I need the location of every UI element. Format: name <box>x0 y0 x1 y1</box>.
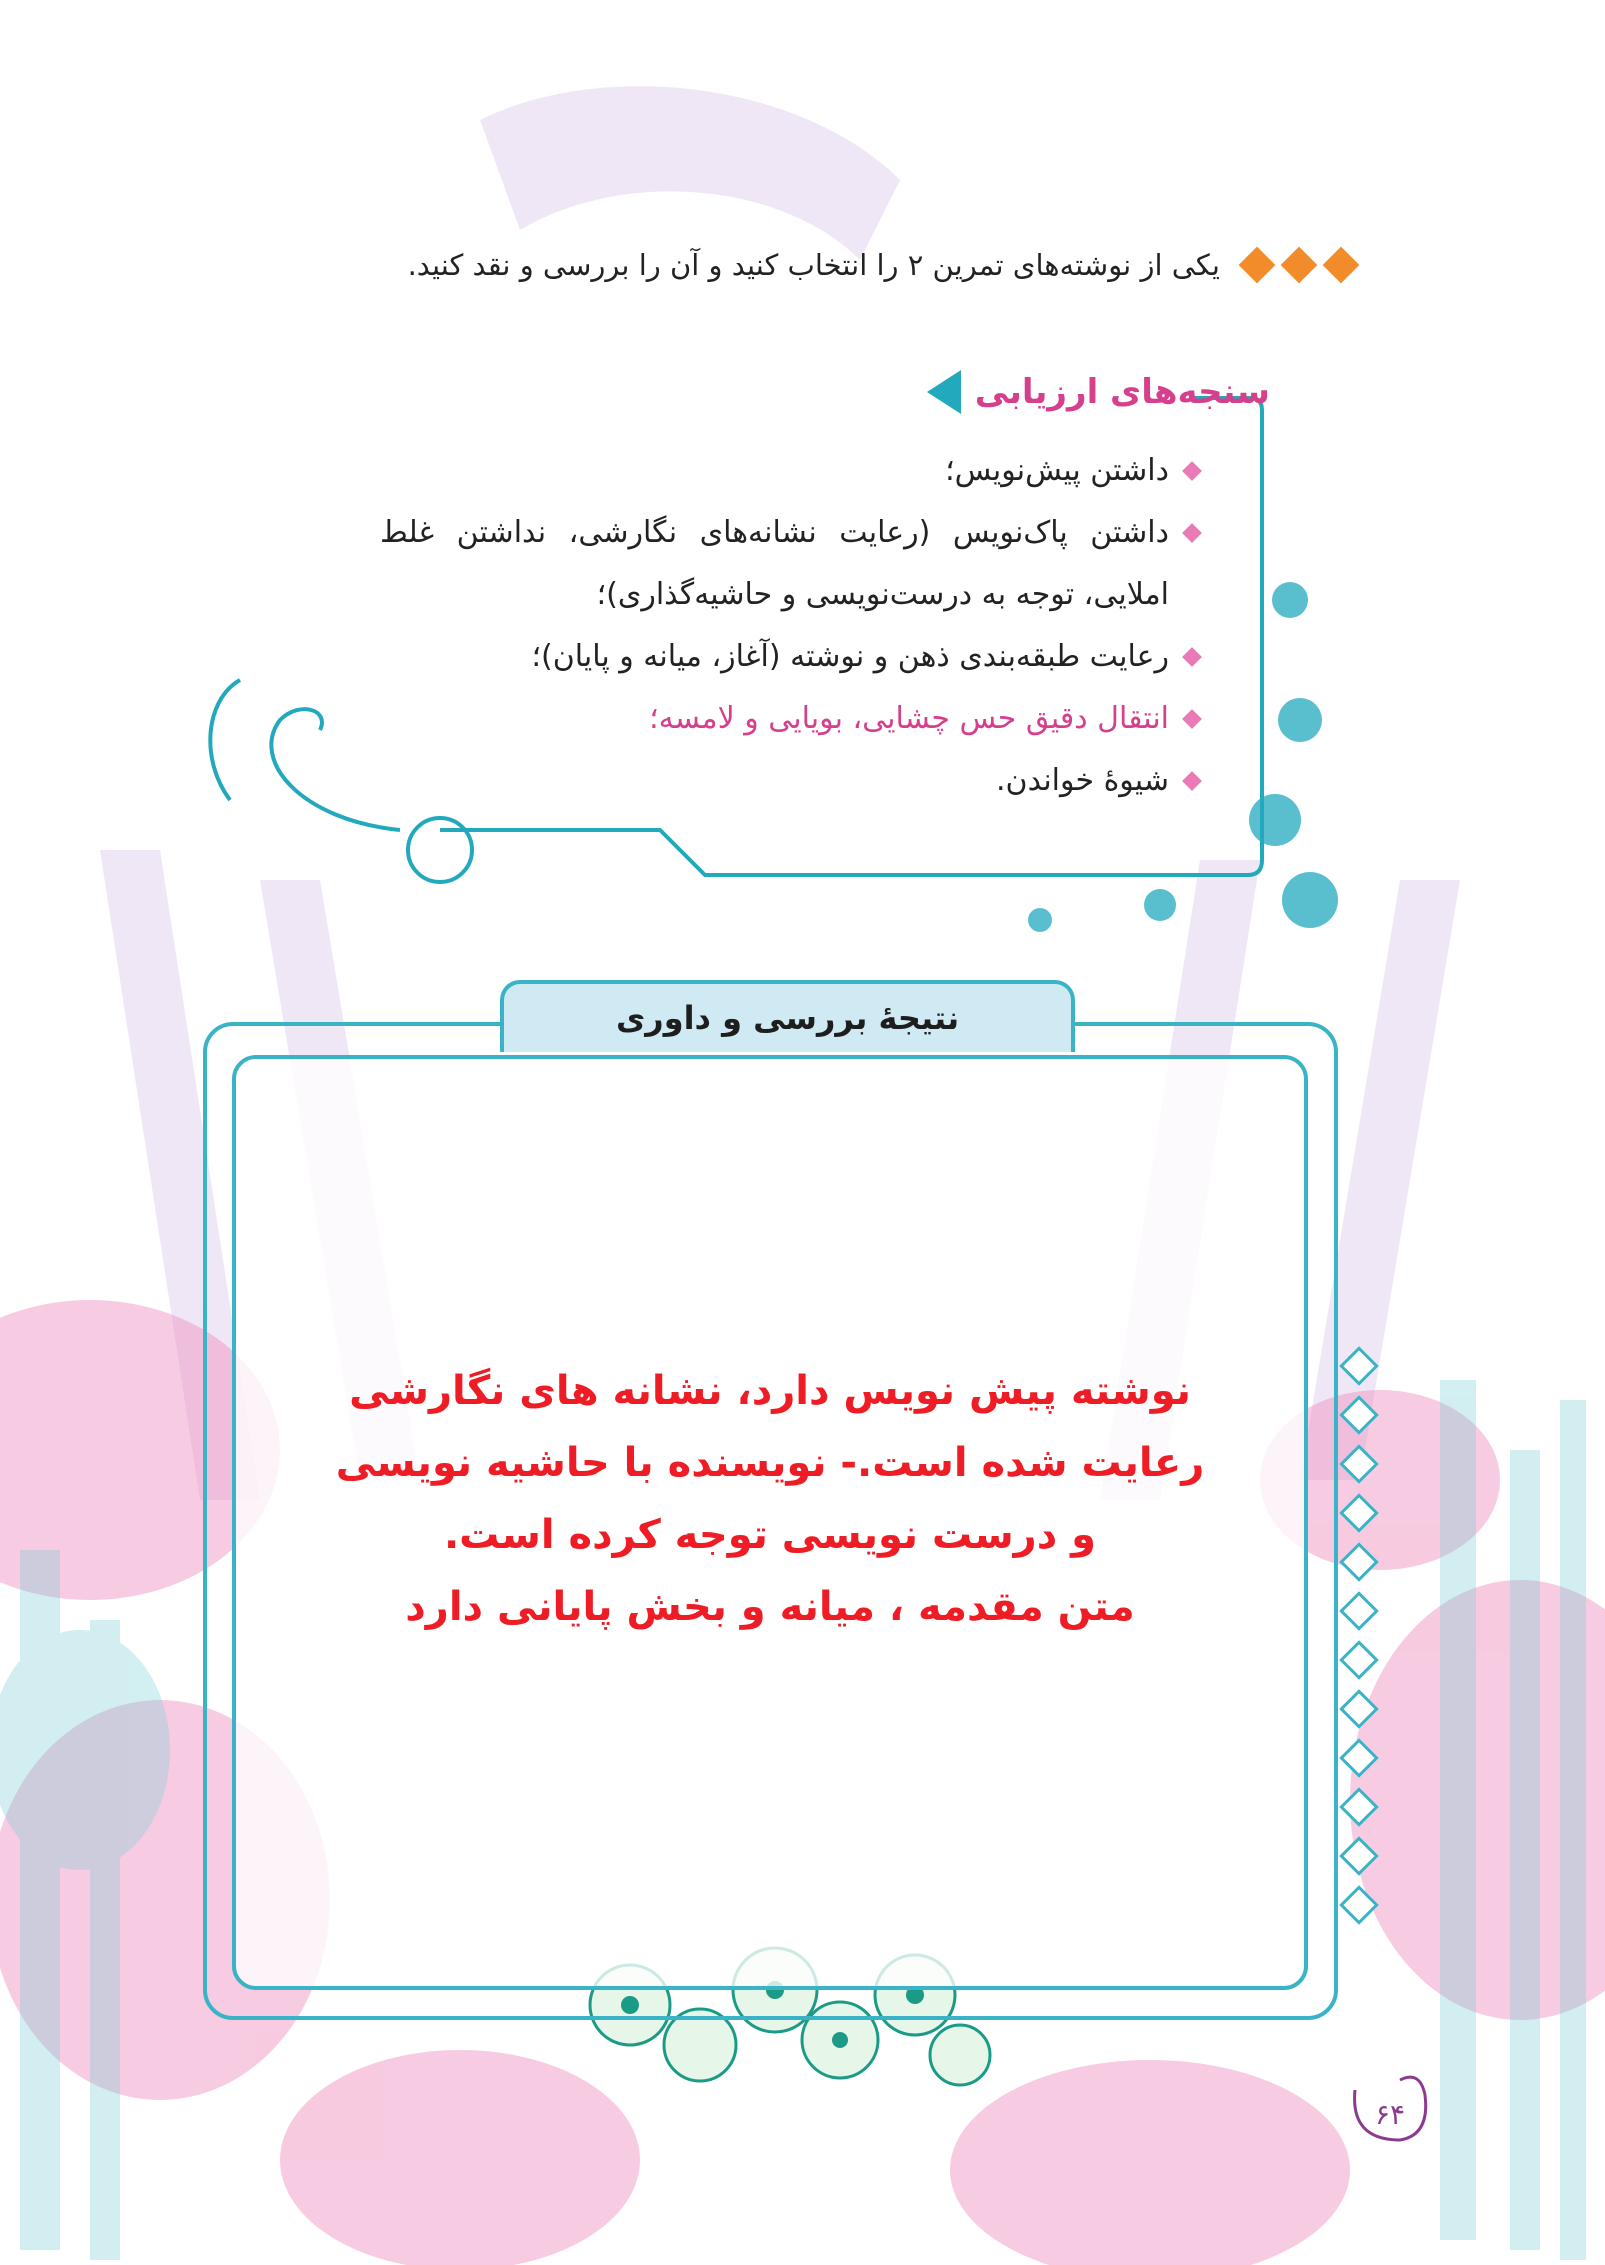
diamond-bullet-icon <box>1238 252 1360 278</box>
answer-line: و درست نویسی توجه کرده است. <box>443 1512 1097 1558</box>
criteria-list <box>380 440 1205 812</box>
criteria-item: داشتن پیش‌نویس؛ <box>380 440 1205 502</box>
answer-line: نوشته پیش نویس دارد، نشانه های نگارشی <box>349 1368 1191 1414</box>
criteria-item: شیوهٔ خواندن. <box>380 750 1205 812</box>
answer-line: متن مقدمه ، میانه و بخش پایانی دارد <box>405 1584 1135 1630</box>
criteria-item: انتقال دقیق حس چشایی، بویایی و لامسه؛ <box>380 688 1205 750</box>
criteria-heading <box>800 370 1270 414</box>
criteria-item: داشتن پاک‌نویس (رعایت نشانه‌های نگارشی، نداشتن غلط املایی، توجه به درست‌نویسی و حاشیه‌گذاری)؛ <box>380 502 1205 626</box>
criteria-title: سنجه‌های ارزیابی <box>974 372 1270 412</box>
answer-line: رعایت شده است.- نویسنده با حاشیه نویسی <box>335 1440 1205 1486</box>
exercise-instruction <box>280 248 1360 282</box>
criteria-item: رعایت طبقه‌بندی ذهن و نوشته (آغاز، میانه و پایان)؛ <box>380 626 1205 688</box>
instruction-text: یکی از نوشته‌های تمرین ۲ را انتخاب کنید و آن را بررسی و نقد کنید. <box>407 248 1220 282</box>
result-tab-title: نتیجهٔ بررسی و داوری <box>500 980 1075 1052</box>
page-number: ۶۴ <box>1374 2098 1406 2131</box>
side-diamond-ornament <box>1343 1352 1373 1940</box>
arrow-pointer-icon <box>927 370 961 414</box>
handwritten-answer <box>300 1355 1240 1643</box>
